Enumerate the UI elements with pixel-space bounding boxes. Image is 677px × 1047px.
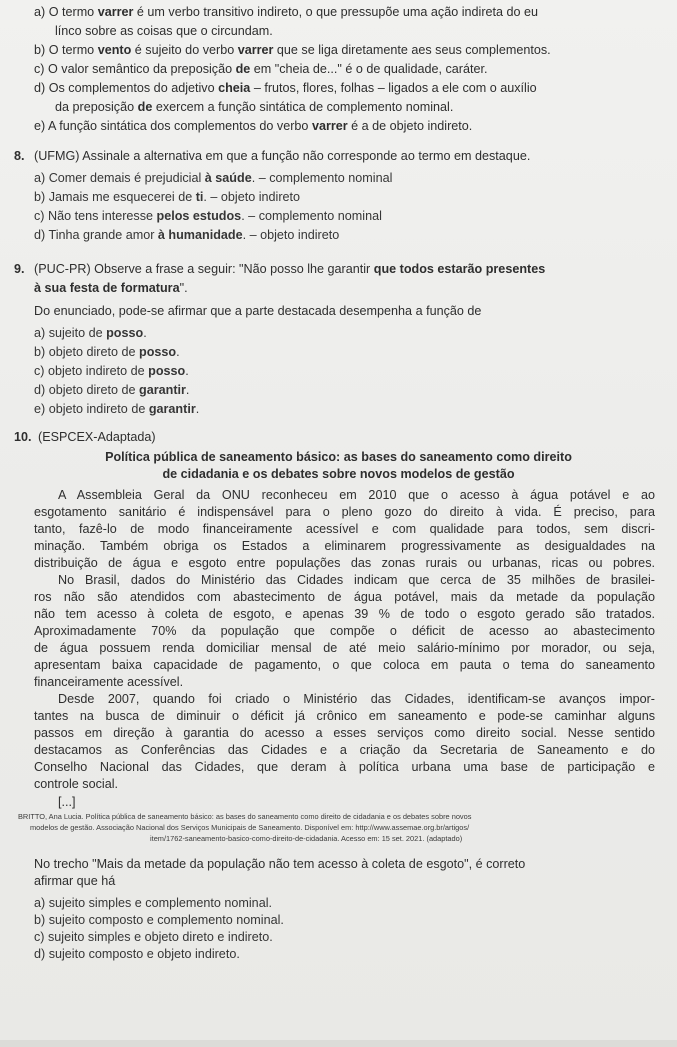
text-line: controle social. xyxy=(34,777,118,791)
citation-line: item/1762-saneamento-basico-como-direito-de-cidadania. Acesso em: 15 set. 2021. (adaptado) xyxy=(150,834,463,843)
q8-option-d: d) Tinha grande amor à humanidade. – objeto indireto xyxy=(34,228,340,242)
q10-number: 10. xyxy=(14,430,32,444)
text-line: minação. Também obriga os Estados a eliminarem progressivamente as desigualdades na xyxy=(34,539,655,553)
q9-stem: (PUC-PR) Observe a frase a seguir: "Não posso lhe garantir que todos estarão presentes xyxy=(34,262,546,276)
q9-number: 9. xyxy=(14,262,25,276)
text-line: passos em direção à garantia do acesso a esses serviços como direito social. Nesse sentido xyxy=(34,726,655,740)
q7-option-c: c) O valor semântico da preposição de em "cheia de..." é o de qualidade, caráter. xyxy=(34,62,488,76)
q8-option-c: c) Não tens interesse pelos estudos. – complemento nominal xyxy=(34,209,382,223)
text-line: esgotamento sanitário é indispensável para o pleno gozo do direito à vida. É preciso, para xyxy=(34,505,655,519)
q9-option-d: d) objeto direto de garantir. xyxy=(34,383,190,397)
q10-option-c: c) sujeito simples e objeto direto e indireto. xyxy=(34,930,273,944)
page-bottom-shadow xyxy=(0,1040,677,1047)
text-line: tanto, fazê-lo de modo financeiramente acessível e com qualidade para todos, sem discri- xyxy=(34,522,655,536)
text-line: apresentam baixa capacidade de pagamento, o que coloca em pauta o tema do saneamento xyxy=(34,658,655,672)
q7-option-d: d) Os complementos do adjetivo cheia – frutos, flores, folhas – ligados a ele com o auxílio xyxy=(34,81,537,95)
text-line: Conselho Nacional das Cidades, que deram à política urbana uma base de participação e xyxy=(34,760,655,774)
text-line: Desde 2007, quando foi criado o Ministério das Cidades, identificam-se avanços impor- xyxy=(58,692,655,706)
q9-option-c: c) objeto indireto de posso. xyxy=(34,364,189,378)
text-line: Aproximadamente 70% da população que compõe o déficit de acesso ao abastecimento xyxy=(34,624,655,638)
text-line: de água possuem renda domiciliar mensal de até meio salário-mínimo por morador, ou seja, xyxy=(34,641,655,655)
q8-number: 8. xyxy=(14,149,25,163)
q10-source: (ESPCEX-Adaptada) xyxy=(38,430,156,444)
q10-question-cont: afirmar que há xyxy=(34,874,116,888)
q10-ellipsis: [...] xyxy=(58,795,76,809)
text-line: tantes na busca de diminuir o déficit já crônico em saneamento e pode-se caminhar alguns xyxy=(34,709,655,723)
citation-line: modelos de gestão. Associação Nacional dos Serviços Municipais de Saneamento. Disponível em: http://www.assemae.org.br/artigos/ xyxy=(30,823,470,832)
q7-option-a-cont: línco sobre as coisas que o circundam. xyxy=(55,24,273,38)
text-line: financeiramente acessível. xyxy=(34,675,184,689)
q7-option-a: a) O termo varrer é um verbo transitivo indireto, o que pressupõe uma ação indireta do eu xyxy=(34,5,539,19)
q8-stem: (UFMG) Assinale a alternativa em que a função não corresponde ao termo em destaque. xyxy=(34,149,531,163)
q9-option-e: e) objeto indireto de garantir. xyxy=(34,402,200,416)
text-line: No Brasil, dados do Ministério das Cidades indicam que cerca de 35 milhões de brasilei- xyxy=(58,573,655,587)
q9-prompt: Do enunciado, pode-se afirmar que a parte destacada desempenha a função de xyxy=(34,304,482,318)
q9-stem-cont: à sua festa de formatura". xyxy=(34,281,188,295)
q7-option-d-cont: da preposição de exercem a função sintática de complemento nominal. xyxy=(55,100,454,114)
text-line: A Assembleia Geral da ONU reconheceu em 2010 que o acesso à água potável e ao xyxy=(58,488,655,502)
q10-option-d: d) sujeito composto e objeto indireto. xyxy=(34,947,240,961)
q10-title-line-1: Política pública de saneamento básico: as bases do saneamento como direito xyxy=(105,450,572,464)
q8-option-a: a) Comer demais é prejudicial à saúde. – complemento nominal xyxy=(34,171,393,185)
text-line: distribuição de água e esgoto entre populações das zonas rurais ou urbanas, ricas ou pobres. xyxy=(34,556,655,570)
q9-option-a: a) sujeito de posso. xyxy=(34,326,147,340)
q9-option-b: b) objeto direto de posso. xyxy=(34,345,180,359)
q10-option-a: a) sujeito simples e complemento nominal. xyxy=(34,896,272,910)
q7-option-e: e) A função sintática dos complementos do verbo varrer é a de objeto indireto. xyxy=(34,119,473,133)
q7-option-b: b) O termo vento é sujeito do verbo varrer que se liga diretamente aes seus complementos. xyxy=(34,43,551,57)
text-line: destacamos as Conferências das Cidades e a criação da Secretaria de Saneamento e do xyxy=(34,743,655,757)
text-line: ros não são atendidos com abastecimento de água potável, mais da metade da população xyxy=(34,590,655,604)
q10-option-b: b) sujeito composto e complemento nominal. xyxy=(34,913,284,927)
q8-option-b: b) Jamais me esquecerei de ti. – objeto indireto xyxy=(34,190,301,204)
q10-question: No trecho "Mais da metade da população não tem acesso à coleta de esgoto", é correto xyxy=(34,857,526,871)
q10-title-line-2: de cidadania e os debates sobre novos modelos de gestão xyxy=(162,467,515,481)
text-line: não tem acesso à coleta de esgoto, e apenas 39 % de todo o esgoto gerado são tratados. xyxy=(34,607,655,621)
citation-line: BRITTO, Ana Lucia. Política pública de saneamento básico: as bases do saneamento como direito de cidadania e os debates sobre novos xyxy=(18,812,472,821)
